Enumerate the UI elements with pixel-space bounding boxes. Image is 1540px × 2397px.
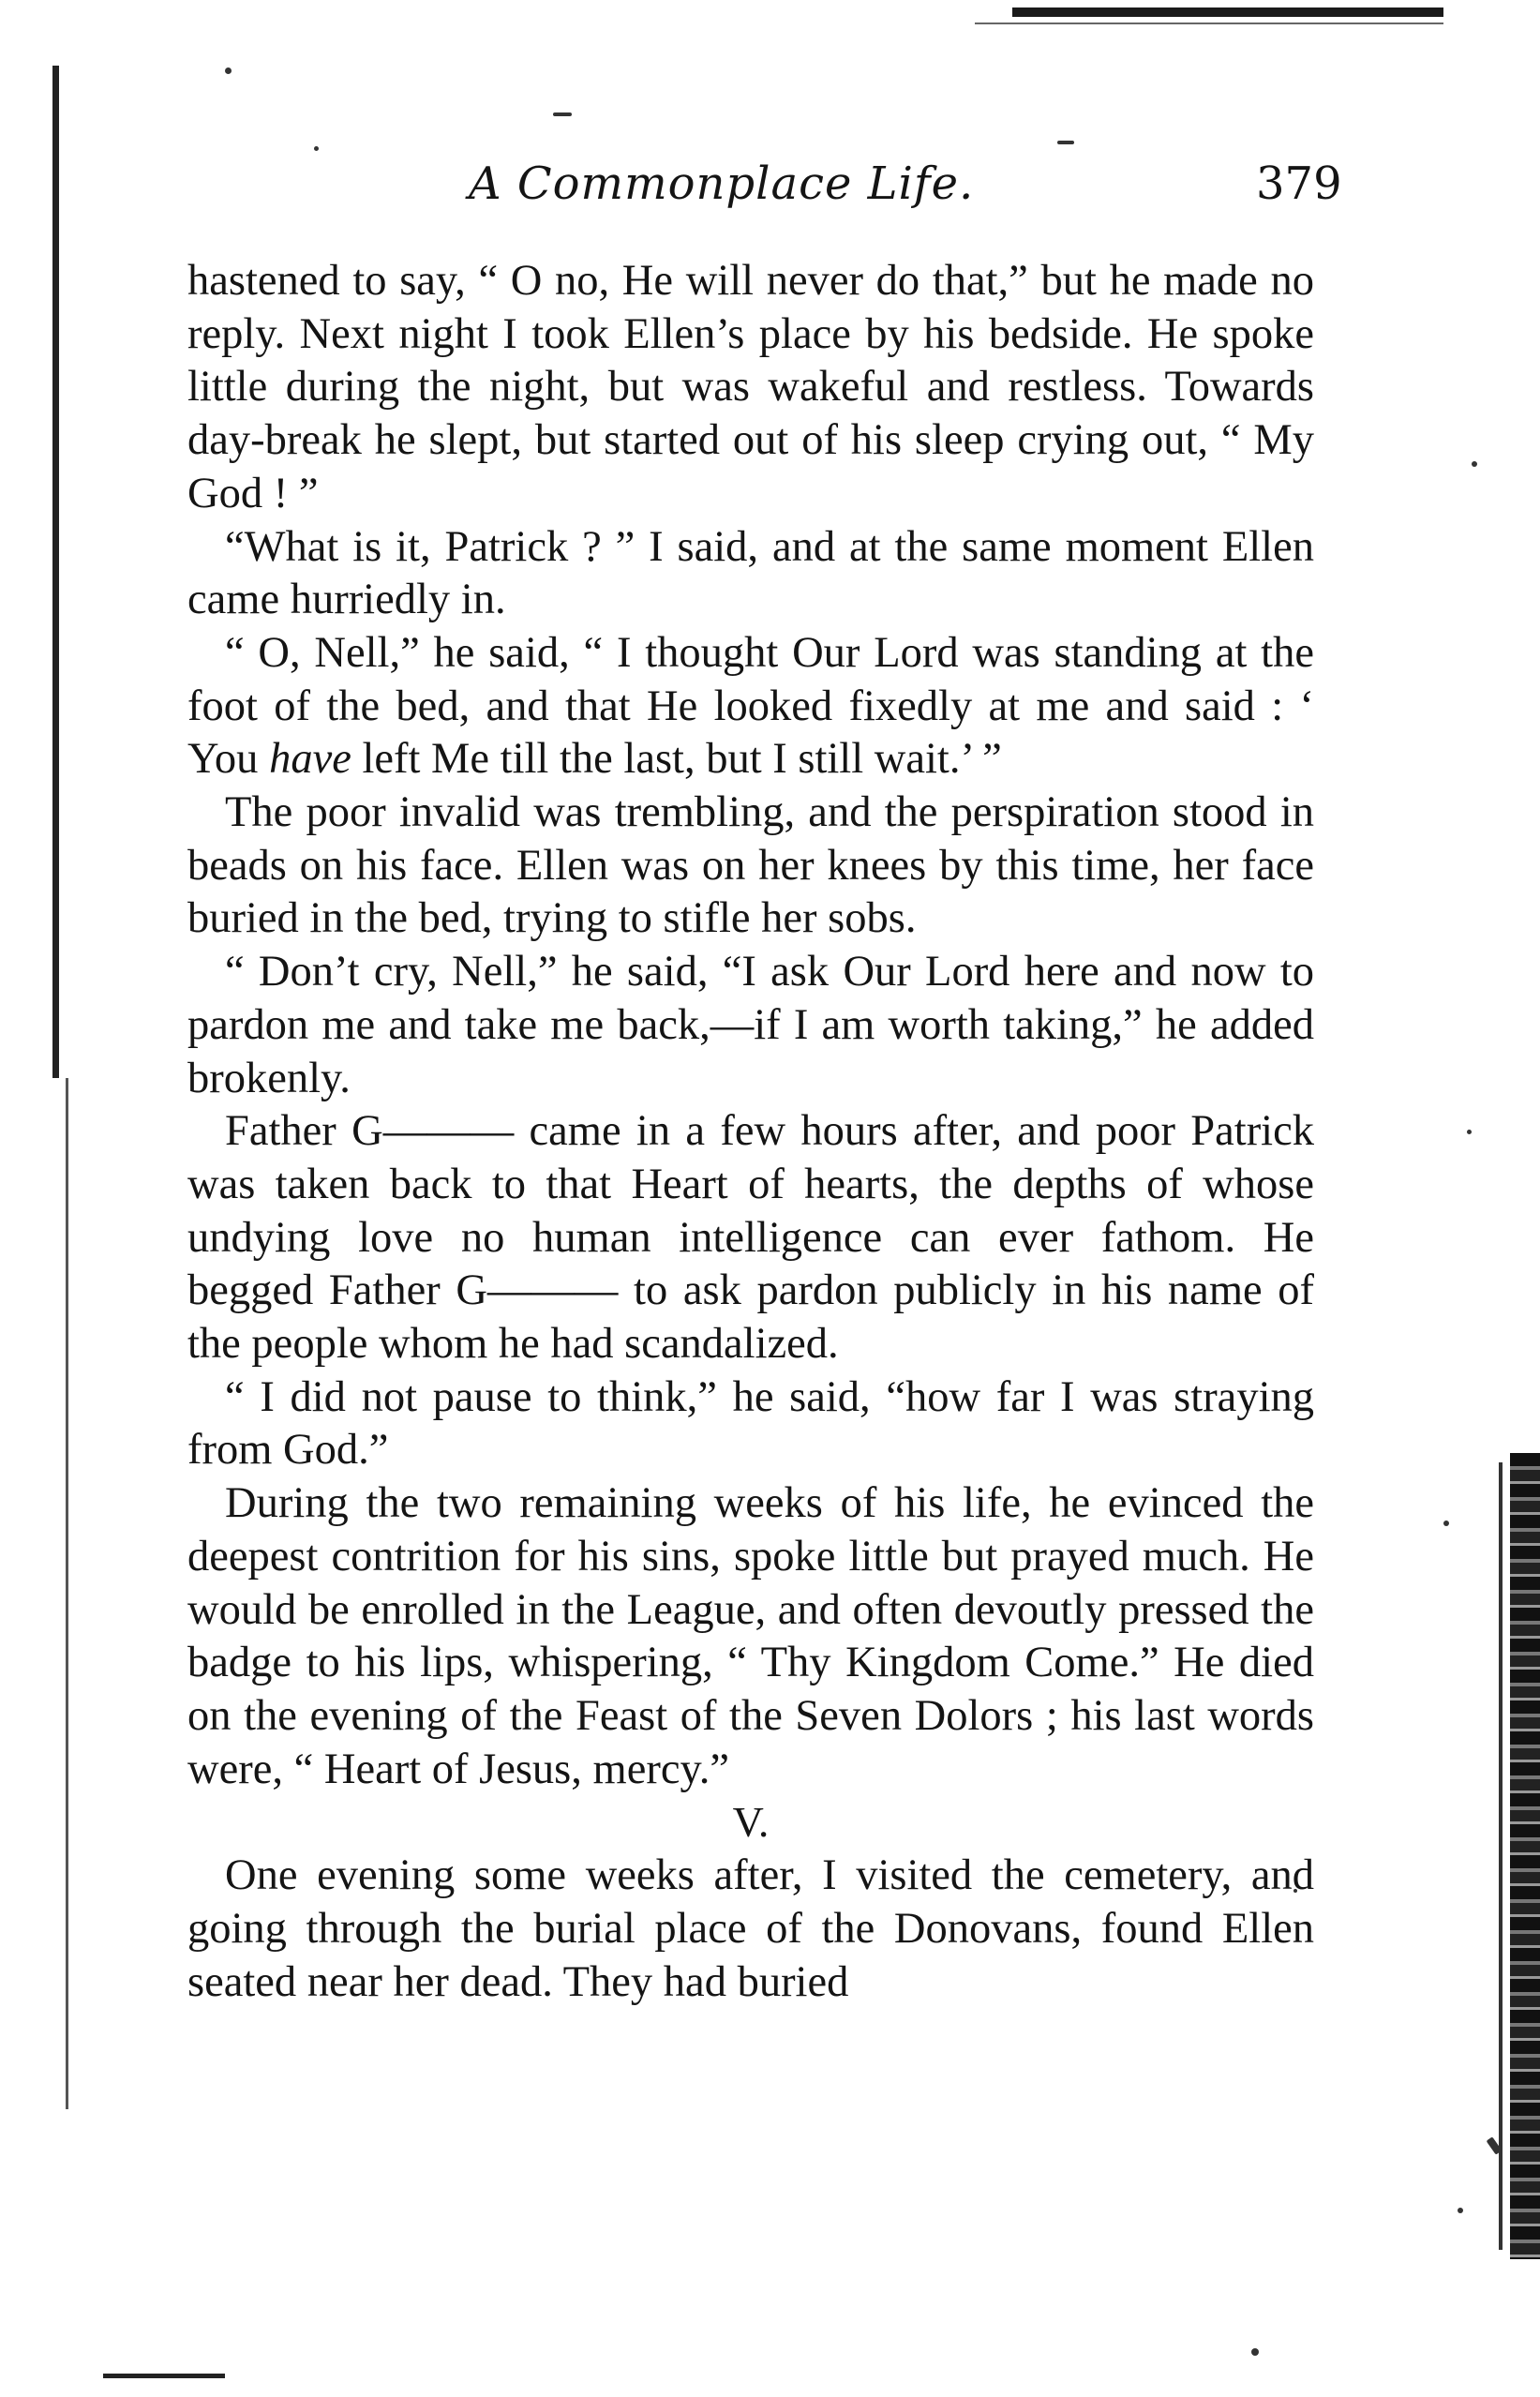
scan-speck [314,146,319,151]
scan-edge-bottom [103,2374,225,2378]
scan-edge-right-thin [1499,1462,1503,2250]
paragraph: One evening some weeks after, I visited the cemetery, and going through the burial place of the Donovans, found Ellen seated near her dead. They had buried [187,1851,1314,2006]
running-title: A Commonplace Life. [469,157,975,210]
section-heading: V. [732,1798,770,1847]
paragraph-text: left Me till the last, but I still wait.’ ” [351,735,1002,784]
paragraph: During the two remaining weeks of his life, he evinced the deepest contrition for his sins, spoke little but prayed much. He would be enrolled in the League, and often devoutly pressed the badge to his lips, whispering, “ Thy Kingdom Come.” He died on the evening of the Feast of the Seven Dolors ; his last words were, “ Heart of Jesus, mercy.” [187,1479,1314,1793]
paragraph-text: “ O, Nell,” he said, “ I thought Our Lord was standing at the foot of the bed, and that He looked fixedly at me and said : ‘ You [187,628,1314,784]
scan-speck [225,67,232,74]
scan-edge-top [1012,7,1443,17]
scan-speck [1057,141,1074,144]
paragraph [187,627,1314,787]
italic-word: have [269,735,351,784]
paragraph: hastened to say, “ O no, He will never do that,” but he made no reply. Next night I took Ellen’s place by his bedside. He spoke little during the night, but was wakeful and restless. Towards day-break he slept, but started out of his sleep crying out, “ My God ! ” [187,257,1314,517]
body-text [187,255,1314,2009]
scan-edge-right [1510,1453,1540,2259]
scan-speck [1458,2208,1463,2213]
scan-edge-top-thin [975,22,1443,24]
page-number: 379 [1256,157,1342,210]
paragraph: “What is it, Patrick ? ” I said, and at the same moment Ellen came hurriedly in. [187,522,1314,624]
scan-speck [1443,1521,1449,1526]
scan-speck [1251,2348,1259,2356]
paragraph: “ I did not pause to think,” he said, “how far I was straying from God.” [187,1372,1314,1475]
scan-speck [1467,1130,1472,1134]
scan-speck [1472,461,1477,467]
paragraph: Father G——— came in a few hours after, and poor Patrick was taken back to that Heart of hearts, the depths of whose undying love no human intelligence can ever fathom. He begged Father G——— to ask pardon publicly in his name of the people whom he had scandalized. [187,1107,1314,1369]
paragraph: The poor invalid was trembling, and the perspiration stood in beads on his face. Ellen was on her knees by this time, her face buried in the bed, trying to stifle her sobs. [187,788,1314,943]
scan-edge-left [52,66,59,1078]
paragraph: “ Don’t cry, Nell,” he said, “I ask Our Lord here and now to pardon me and take me back,—if I am worth taking,” he added brokenly. [187,948,1314,1102]
scan-edge-left-lower [66,1078,68,2109]
scan-speck [553,112,572,116]
running-header [187,157,1342,242]
